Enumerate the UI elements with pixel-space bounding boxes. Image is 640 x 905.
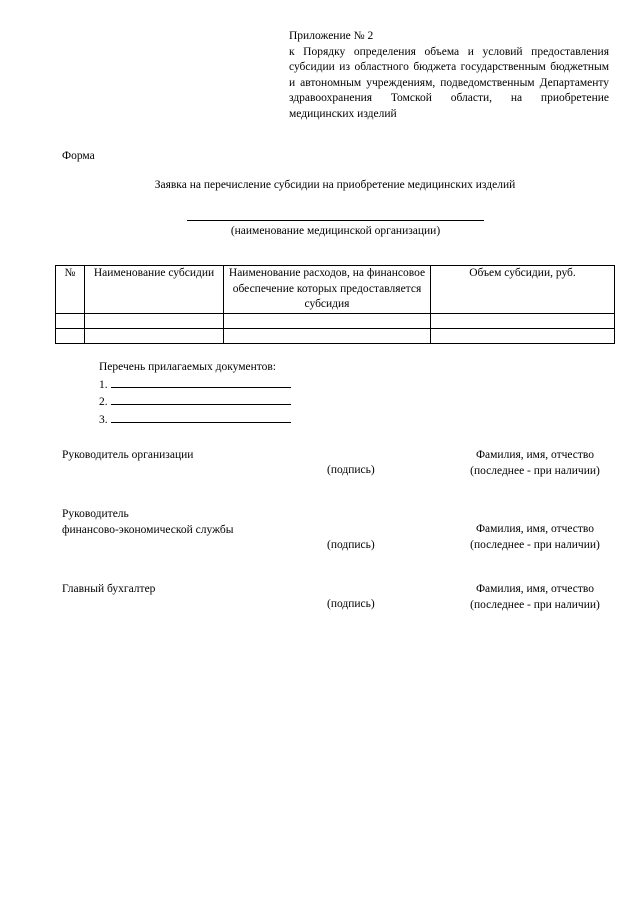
document-blank-line [111, 393, 291, 405]
table-cell [224, 328, 431, 343]
form-label: Форма [62, 150, 95, 162]
table-cell [431, 313, 615, 328]
list-item [99, 376, 291, 394]
table-cell [56, 328, 85, 343]
documents-list [99, 360, 291, 428]
fio-block [460, 582, 610, 613]
document-blank-line [111, 376, 291, 388]
table-cell [56, 313, 85, 328]
signature-placeholder: (подпись) [327, 539, 375, 551]
fio-note: (последнее - при наличии) [470, 598, 600, 611]
table-cell [431, 328, 615, 343]
list-item [99, 411, 291, 429]
table-cell [85, 313, 224, 328]
document-number: 3. [99, 413, 108, 426]
table-row [56, 328, 615, 343]
table-row [56, 313, 615, 328]
header-number: № [56, 266, 85, 314]
signature-placeholder: (подпись) [327, 464, 375, 476]
header-subsidy-amount: Объем субсидии, руб. [431, 266, 615, 314]
fio-label: Фамилия, имя, отчество [475, 449, 595, 461]
table-cell [85, 328, 224, 343]
list-item [99, 393, 291, 411]
table-cell [224, 313, 431, 328]
appendix-block [289, 29, 609, 122]
signature-placeholder: (подпись) [327, 598, 375, 610]
role-line: финансово-экономической службы [62, 523, 234, 536]
header-subsidy-name: Наименование субсидии [85, 266, 224, 314]
document-blank-line [111, 411, 291, 423]
fio-label: Фамилия, имя, отчество [475, 523, 595, 535]
document-number: 2. [99, 396, 108, 408]
signature-role: Руководитель организации [62, 449, 194, 461]
document-title: Заявка на перечисление субсидии на приобретение медицинских изделий [154, 179, 516, 191]
signature-role: Главный бухгалтер [62, 583, 156, 595]
signature-role [62, 507, 233, 538]
appendix-number: Приложение № 2 [289, 30, 374, 42]
subsidy-table [55, 265, 615, 344]
organization-caption: (наименование медицинской организации) [230, 225, 441, 237]
document-number: 1. [99, 378, 108, 391]
table-header-row [56, 266, 615, 314]
fio-block [460, 522, 610, 553]
fio-block [460, 448, 610, 479]
documents-heading: Перечень прилагаемых документов: [99, 361, 277, 373]
appendix-text: к Порядку определения объема и условий предоставления субсидии из областного бюджета государственным бюджетным и автономным учреждениям, подведомственным Департаменту здравоохранения Томской области, на приобретение медицинских изделий [289, 45, 609, 120]
fio-note: (последнее - при наличии) [470, 464, 600, 477]
role-line: Руководитель [62, 508, 129, 520]
organization-name-line [187, 220, 484, 221]
header-expense-name: Наименование расходов, на финансовое обеспечение которых предоставляется субсидия [224, 266, 431, 314]
fio-note: (последнее - при наличии) [470, 538, 600, 551]
fio-label: Фамилия, имя, отчество [475, 583, 595, 595]
